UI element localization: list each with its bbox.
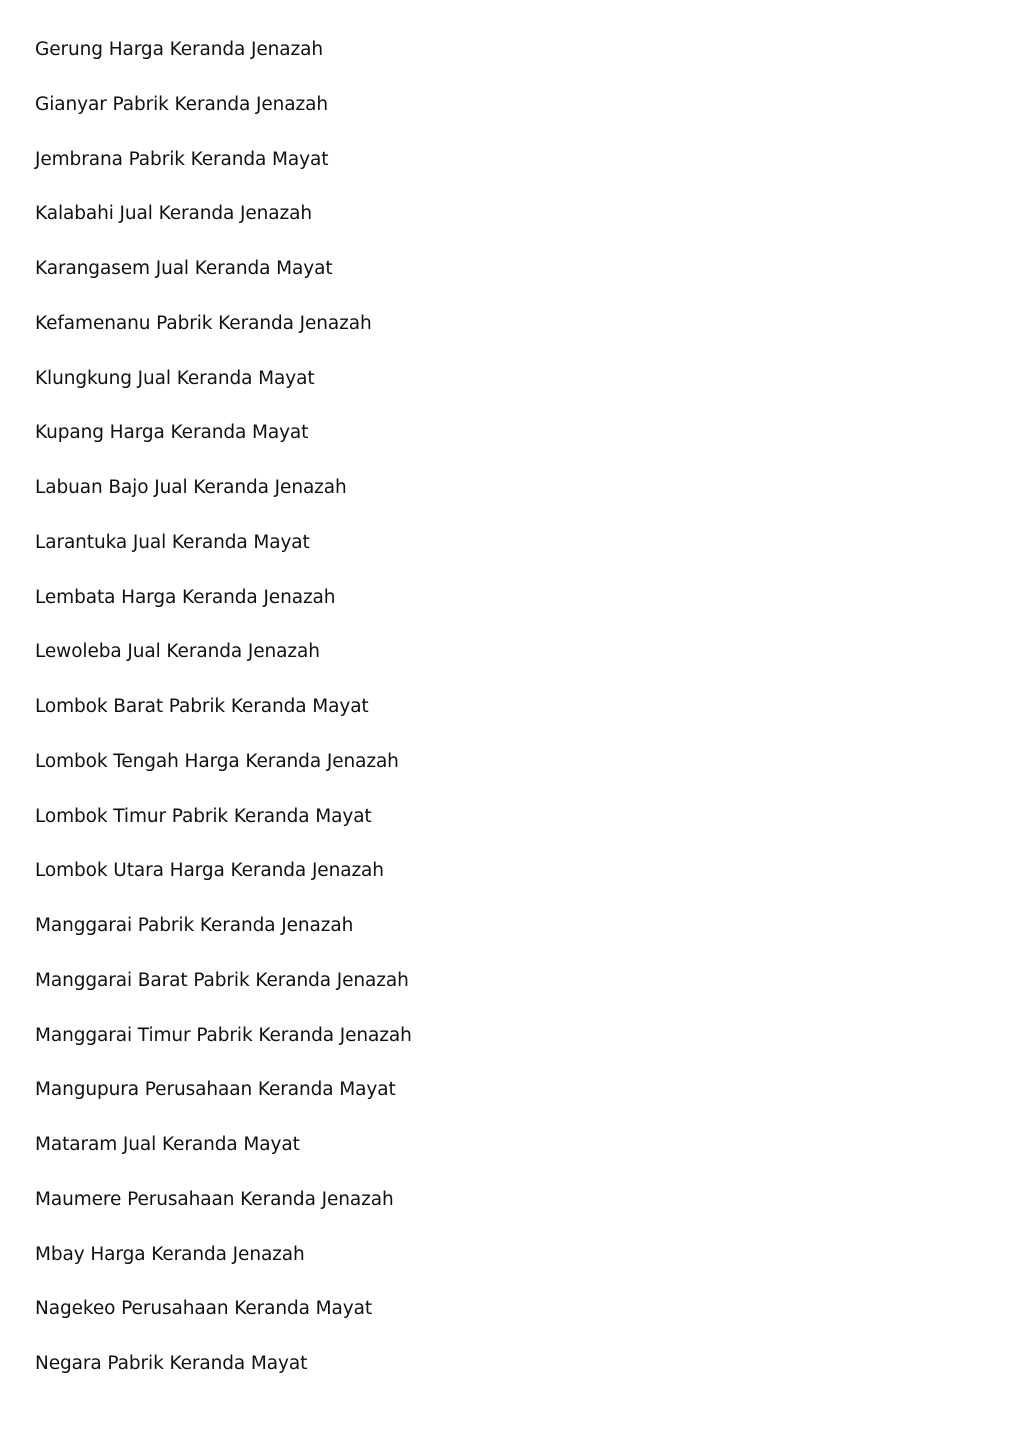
list-item: Lewoleba Jual Keranda Jenazah (35, 641, 320, 663)
list-item: Kupang Harga Keranda Mayat (35, 422, 309, 444)
list-item: Gianyar Pabrik Keranda Jenazah (35, 93, 328, 115)
list-item: Nagekeo Perusahaan Keranda Mayat (35, 1298, 372, 1320)
list-item: Manggarai Timur Pabrik Keranda Jenazah (35, 1024, 412, 1046)
list-item: Jembrana Pabrik Keranda Mayat (35, 148, 329, 170)
list-item: Mataram Jual Keranda Mayat (35, 1134, 300, 1155)
list-item: Lombok Timur Pabrik Keranda Mayat (35, 805, 372, 827)
list-item: Kefamenanu Pabrik Keranda Jenazah (35, 312, 372, 334)
entry-list (35, 37, 412, 1406)
list-item: Mangupura Perusahaan Keranda Mayat (35, 1079, 396, 1101)
list-item: Klungkung Jual Keranda Mayat (35, 367, 315, 389)
list-item: Kalabahi Jual Keranda Jenazah (35, 203, 312, 225)
list-item: Larantuka Jual Keranda Mayat (35, 531, 310, 553)
list-item: Gerung Harga Keranda Jenazah (35, 39, 323, 60)
list-item: Labuan Bajo Jual Keranda Jenazah (35, 477, 347, 498)
list-item: Negara Pabrik Keranda Mayat (35, 1353, 308, 1374)
list-item: Lombok Utara Harga Keranda Jenazah (35, 860, 384, 882)
list-item: Manggarai Pabrik Keranda Jenazah (35, 915, 354, 936)
list-item: Lembata Harga Keranda Jenazah (35, 586, 336, 608)
list-item: Karangasem Jual Keranda Mayat (35, 258, 333, 279)
list-item: Maumere Perusahaan Keranda Jenazah (35, 1188, 394, 1210)
list-item: Mbay Harga Keranda Jenazah (35, 1243, 305, 1265)
list-item: Lombok Barat Pabrik Keranda Mayat (35, 696, 369, 717)
list-item: Manggarai Barat Pabrik Keranda Jenazah (35, 969, 409, 991)
list-item: Lombok Tengah Harga Keranda Jenazah (35, 750, 399, 772)
